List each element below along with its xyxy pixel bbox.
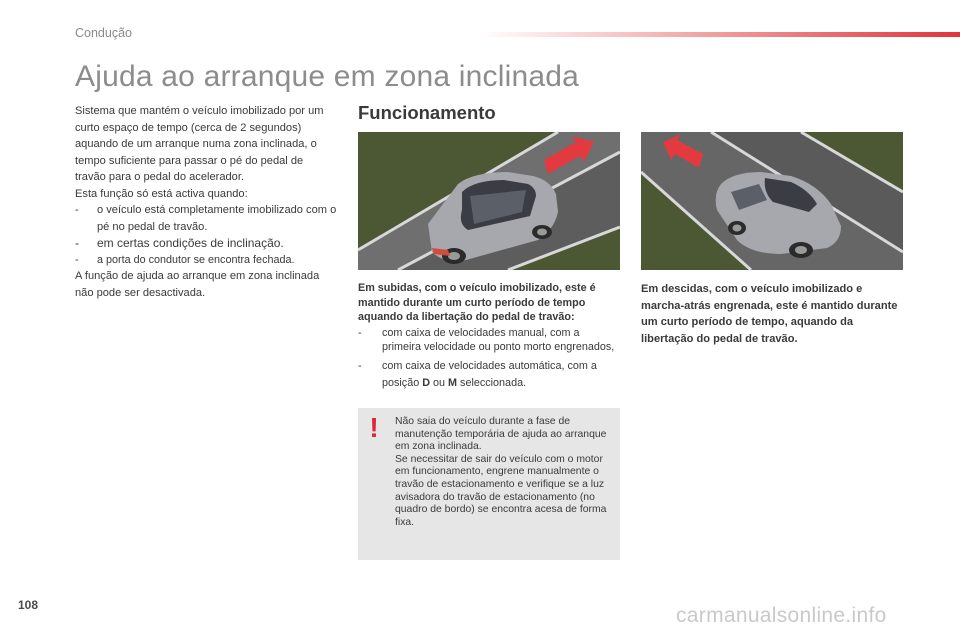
dash-marker: - — [75, 236, 79, 250]
condition-text: o veículo está completamente imobilizado com o pé no pedal de travão. — [97, 204, 337, 233]
dash-marker: - — [358, 326, 362, 339]
condition-text: em certas condições de inclinação. — [97, 236, 284, 250]
warning-line-2: Se necessitar de sair do veículo com o motor em funcionamento, engrene manualmente o travão de estacionamento e verifique se a luz avisadora do travão de estacionamento (no quadro de bordo) se encontra acesa de forma fixa. — [395, 453, 607, 528]
uphill-item-text-before: com caixa de velocidades automática, com a posição — [382, 359, 597, 389]
uphill-list-item — [358, 358, 620, 392]
page-number: 108 — [18, 598, 39, 612]
intro-paragraph-3: A função de ajuda ao arranque em zona inclinada não pode ser desactivada. — [75, 270, 320, 299]
downhill-caption: Em descidas, com o veículo imobilizado e marcha-atrás engrenada, este é mantido durante um curto período de tempo, aquando da libertação do pedal de travão. — [641, 283, 898, 345]
downhill-car-illustration — [641, 132, 903, 270]
uphill-car-illustration — [358, 132, 620, 270]
condition-text: a porta do condutor se encontra fechada. — [97, 253, 295, 266]
dash-marker: - — [75, 204, 79, 216]
uphill-caption-bold: Em subidas, com o veículo imobilizado, este é mantido durante um curto período de tempo aquando da libertação do pedal de travão: — [358, 282, 596, 323]
gear-key-m: M — [448, 376, 458, 389]
uphill-list-item — [358, 326, 620, 355]
gear-key-d: D — [422, 376, 431, 389]
warning-box — [358, 408, 620, 560]
uphill-item-text-after: seleccionada. — [457, 376, 527, 389]
intro-text — [75, 103, 337, 301]
warning-text — [395, 416, 617, 529]
intro-paragraph-2: Esta função só está activa quando: — [75, 187, 248, 200]
condition-item — [75, 252, 337, 269]
dash-marker: - — [358, 359, 362, 372]
exclamation-icon: ! — [369, 412, 379, 443]
watermark: carmanualsonline.info — [676, 604, 887, 627]
header-accent-rule — [480, 32, 960, 37]
uphill-item-text: com caixa de velocidades manual, com a primeira velocidade ou ponto morto engrenados, — [382, 326, 615, 353]
uphill-item-text — [382, 358, 620, 392]
condition-item — [75, 235, 337, 252]
section-heading: Funcionamento — [358, 102, 496, 123]
dash-marker: - — [75, 253, 79, 266]
condition-item — [75, 202, 337, 235]
intro-paragraph-1: Sistema que mantém o veículo imobilizado por um curto espaço de tempo (cerca de 2 segundos) aquando de um arranque numa zona inclinada, o tempo suficiente para passar o pé do pedal de travão para o pedal do acelerador. — [75, 105, 324, 183]
uphill-item-text-mid: ou — [430, 376, 449, 389]
section-label: Condução — [75, 26, 132, 40]
warning-line-1: Não saia do veículo durante a fase de manutenção temporária de ajuda ao arranque em zona inclinada. — [395, 416, 607, 453]
uphill-caption — [358, 281, 620, 392]
page-title: Ajuda ao arranque em zona inclinada — [75, 60, 580, 93]
